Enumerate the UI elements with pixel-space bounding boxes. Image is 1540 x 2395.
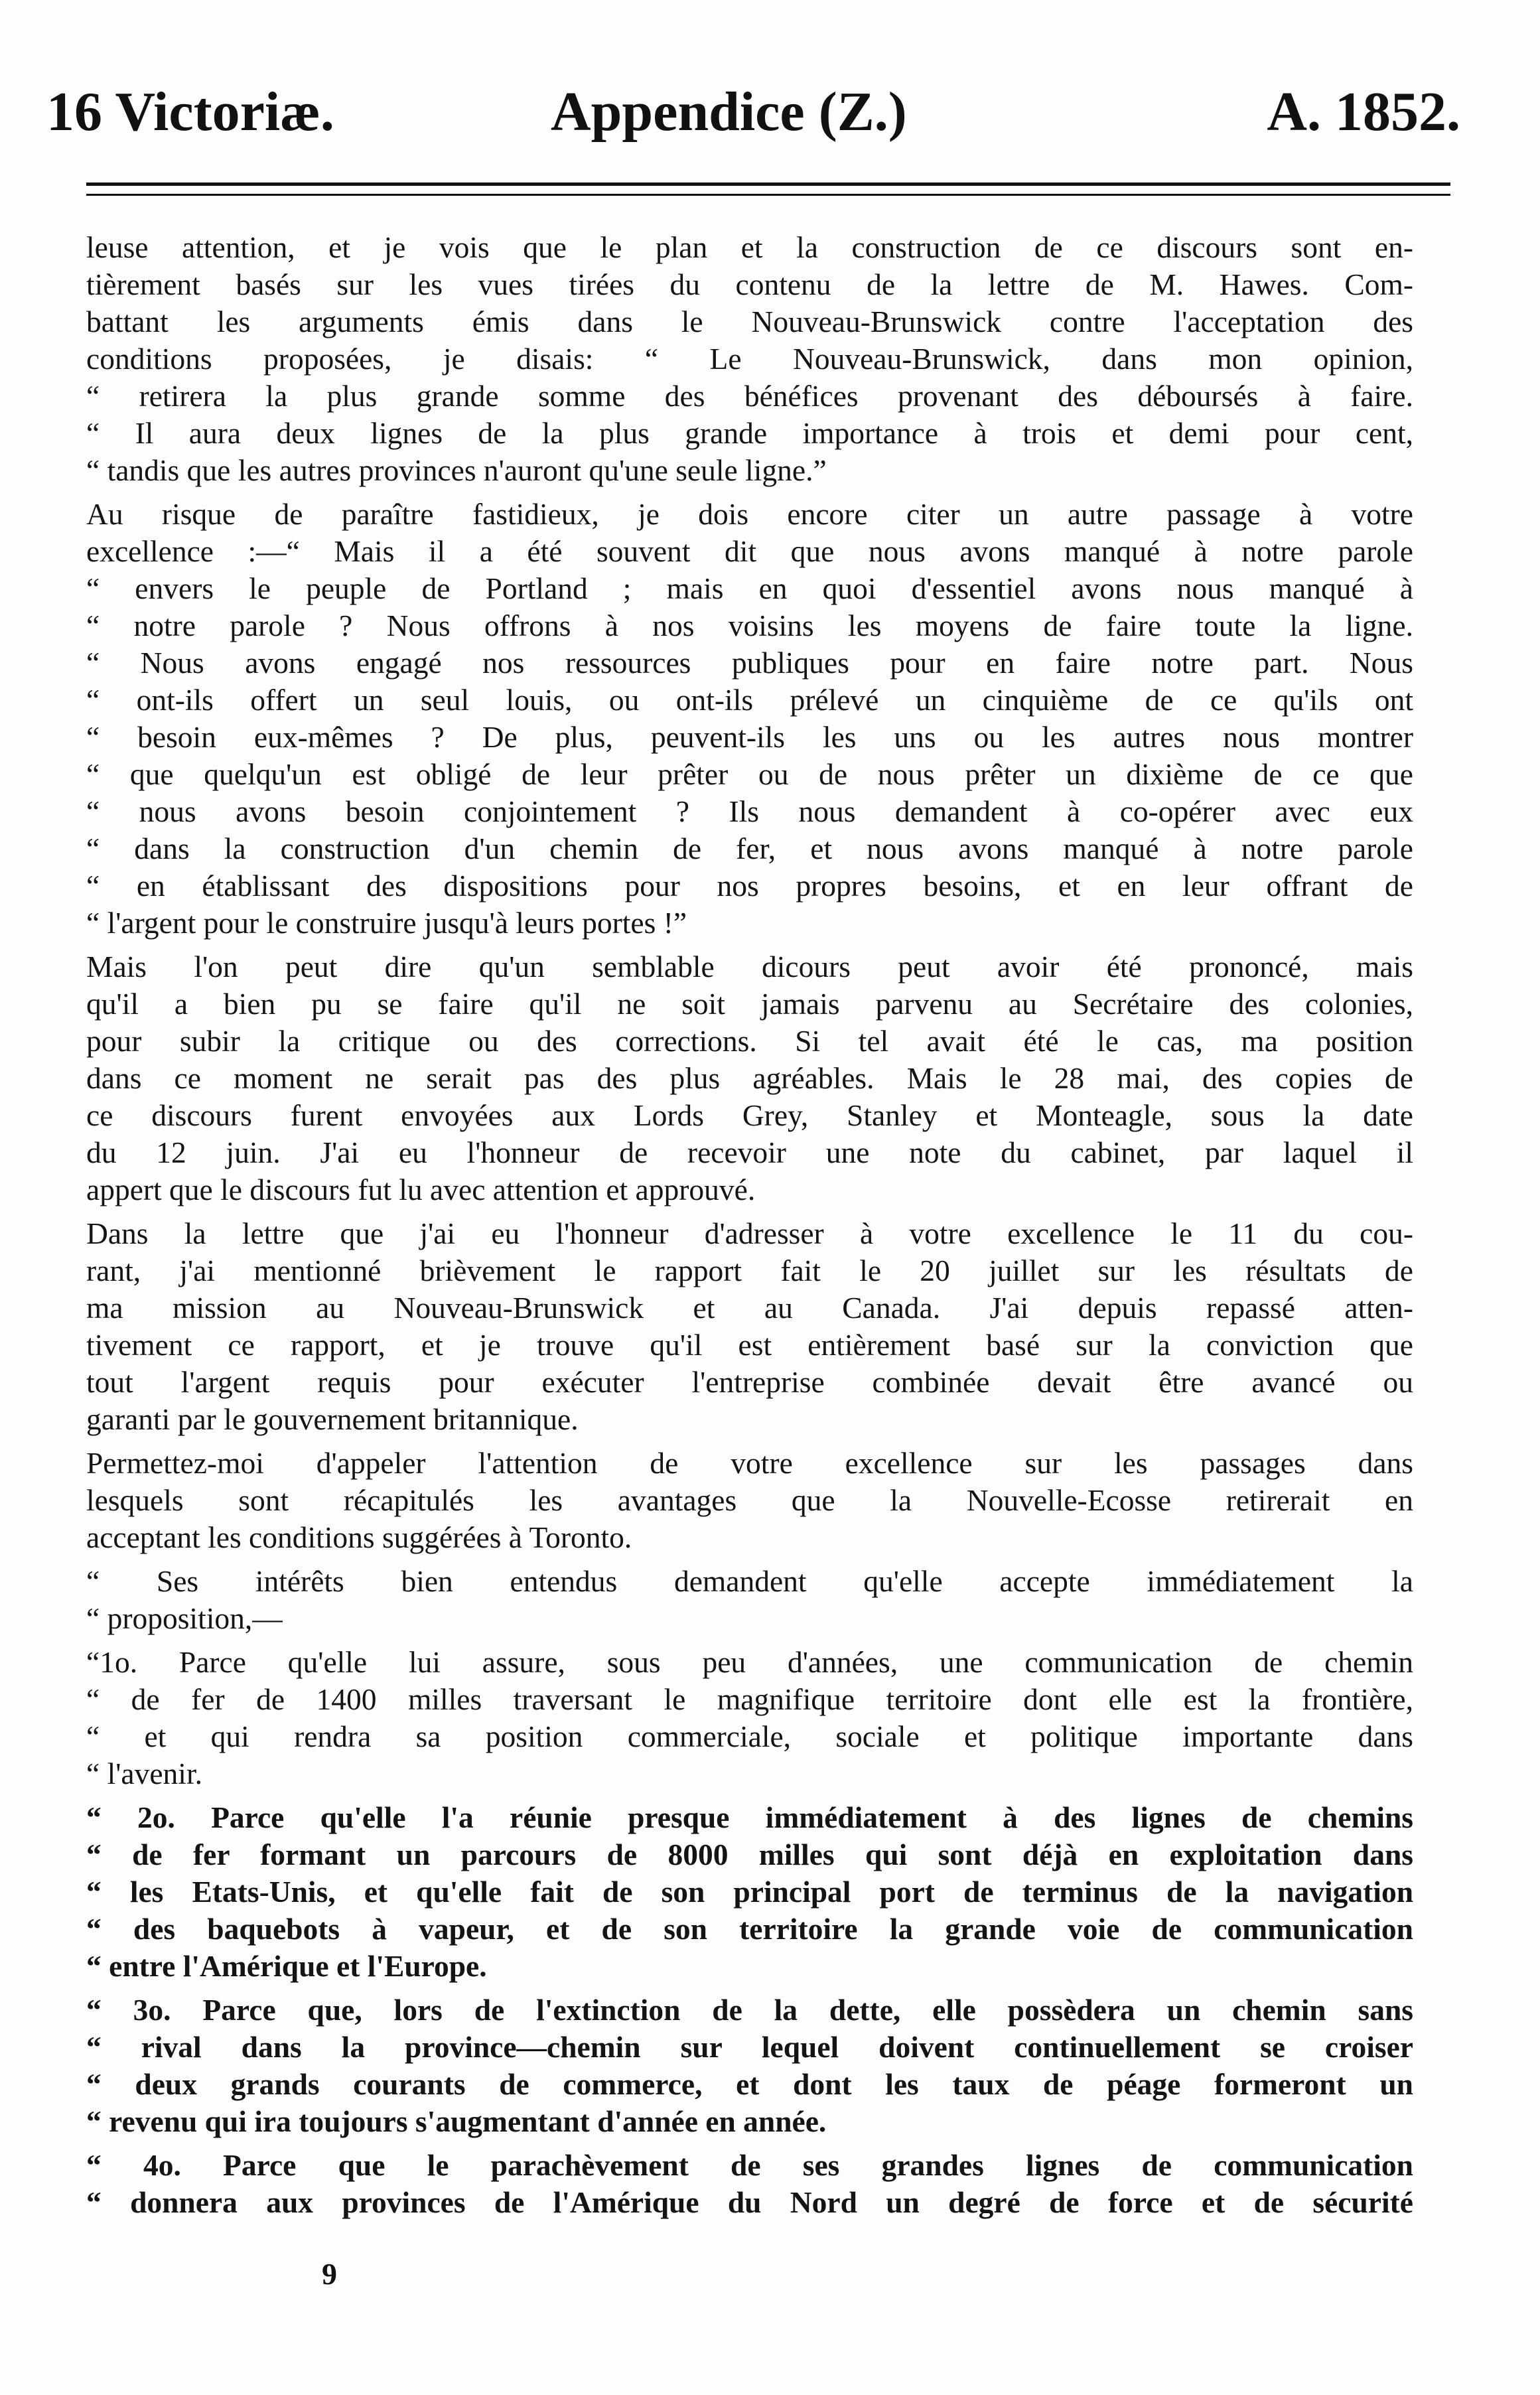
- text-line: “ Ses intérêts bien entendus demandent qu'elle accepte immédiatement la: [86, 1564, 1413, 1598]
- page-number: 9: [322, 2257, 337, 2291]
- text-line: “ envers le peuple de Portland ; mais en quoi d'essentiel avons nous manqué à: [86, 571, 1413, 605]
- text-line: “ en établissant des dispositions pour nos propres besoins, et en leur offrant de: [86, 869, 1413, 903]
- text-line: qu'il a bien pu se faire qu'il ne soit jamais parvenu au Secrétaire des colonies,: [86, 987, 1413, 1021]
- text-line: “ donnera aux provinces de l'Amérique du Nord un degré de force et de sécurité: [86, 2185, 1413, 2219]
- text-line: “ notre parole ? Nous offrons à nos voisins les moyens de faire toute la ligne.: [86, 609, 1413, 642]
- text-line: “ Il aura deux lignes de la plus grande importance à trois et demi pour cent,: [86, 416, 1413, 450]
- text-line: “ des baquebots à vapeur, et de son territoire la grande voie de communication: [86, 1912, 1413, 1946]
- text-line: tièrement basés sur les vues tirées du contenu de la lettre de M. Hawes. Com-: [86, 267, 1413, 301]
- text-line: “ de fer de 1400 milles traversant le magnifique territoire dont elle est la frontière,: [86, 1682, 1413, 1716]
- header-regnal-year: 16 Victoriæ.: [46, 81, 334, 143]
- text-line: “ que quelqu'un est obligé de leur prêter ou de nous prêter un dixième de ce que: [86, 757, 1413, 791]
- text-line: “ proposition,—: [86, 1601, 283, 1635]
- text-line: conditions proposées, je disais: “ Le Nouveau-Brunswick, dans mon opinion,: [86, 342, 1413, 376]
- text-line: “ de fer formant un parcours de 8000 milles qui sont déjà en exploitation dans: [86, 1838, 1413, 1871]
- text-line: du 12 juin. J'ai eu l'honneur de recevoir une note du cabinet, par laquel il: [86, 1135, 1413, 1169]
- page-header: [46, 80, 1460, 153]
- text-line: “ 2o. Parce qu'elle l'a réunie presque immédiatement à des lignes de chemins: [86, 1800, 1413, 1834]
- header-rule-thick: [86, 182, 1450, 186]
- text-line: “ Nous avons engagé nos ressources publiques pour en faire notre part. Nous: [86, 646, 1413, 680]
- text-line: Dans la lettre que j'ai eu l'honneur d'adresser à votre excellence le 11 du cou-: [86, 1216, 1413, 1250]
- text-line: “ rival dans la province—chemin sur lequel doivent continuellement se croiser: [86, 2030, 1413, 2064]
- body-text: [86, 229, 1413, 2221]
- text-line: pour subir la critique ou des corrections. Si tel avait été le cas, ma position: [86, 1024, 1413, 1058]
- text-line: Au risque de paraître fastidieux, je dois encore citer un autre passage à votre: [86, 497, 1413, 531]
- text-line: “ nous avons besoin conjointement ? Ils nous demandent à co-opérer avec eux: [86, 794, 1413, 828]
- text-line: “ revenu qui ira toujours s'augmentant d'année en année.: [86, 2104, 827, 2138]
- text-line: lesquels sont récapitulés les avantages que la Nouvelle-Ecosse retirerait en: [86, 1483, 1413, 1517]
- header-rule-thin: [86, 194, 1450, 196]
- header-year: A. 1852.: [1267, 81, 1460, 143]
- text-line: Mais l'on peut dire qu'un semblable dicours peut avoir été prononcé, mais: [86, 950, 1413, 983]
- text-line: garanti par le gouvernement britannique.: [86, 1402, 579, 1436]
- header-appendix-title: Appendice (Z.): [551, 81, 907, 143]
- text-line: “ 3o. Parce que, lors de l'extinction de la dette, elle possèdera un chemin sans: [86, 1993, 1413, 2027]
- text-line: “ besoin eux-mêmes ? De plus, peuvent-ils les uns ou les autres nous montrer: [86, 720, 1413, 754]
- text-line: “ l'argent pour le construire jusqu'à leurs portes !”: [86, 906, 687, 940]
- text-line: “ entre l'Amérique et l'Europe.: [86, 1949, 487, 1983]
- text-line: ma mission au Nouveau-Brunswick et au Canada. J'ai depuis repassé atten-: [86, 1291, 1413, 1325]
- text-line: ce discours furent envoyées aux Lords Grey, Stanley et Monteagle, sous la date: [86, 1098, 1413, 1132]
- text-line: “ ont-ils offert un seul louis, ou ont-ils prélevé un cinquième de ce qu'ils ont: [86, 683, 1413, 717]
- text-line: “ 4o. Parce que le parachèvement de ses grandes lignes de communication: [86, 2148, 1413, 2182]
- text-line: “ retirera la plus grande somme des bénéfices provenant des déboursés à faire.: [86, 379, 1413, 413]
- text-line: “ les Etats-Unis, et qu'elle fait de son principal port de terminus de la navigation: [86, 1875, 1413, 1909]
- text-line: rant, j'ai mentionné brièvement le rapport fait le 20 juillet sur les résultats de: [86, 1254, 1413, 1287]
- text-line: “ deux grands courants de commerce, et dont les taux de péage formeront un: [86, 2067, 1413, 2101]
- text-line: leuse attention, et je vois que le plan et la construction de ce discours sont en-: [86, 230, 1413, 264]
- text-line: “ dans la construction d'un chemin de fer, et nous avons manqué à notre parole: [86, 832, 1413, 865]
- text-line: acceptant les conditions suggérées à Toronto.: [86, 1520, 632, 1554]
- text-line: “1o. Parce qu'elle lui assure, sous peu d'années, une communication de chemin: [86, 1645, 1413, 1679]
- text-line: tout l'argent requis pour exécuter l'entreprise combinée devait être avancé ou: [86, 1365, 1413, 1399]
- text-line: appert que le discours fut lu avec attention et approuvé.: [86, 1173, 756, 1206]
- text-line: “ et qui rendra sa position commerciale, sociale et politique importante dans: [86, 1719, 1413, 1753]
- text-line: “ l'avenir.: [86, 1757, 202, 1790]
- text-line: dans ce moment ne serait pas des plus agréables. Mais le 28 mai, des copies de: [86, 1061, 1413, 1095]
- text-line: “ tandis que les autres provinces n'auront qu'une seule ligne.”: [86, 453, 827, 487]
- text-line: tivement ce rapport, et je trouve qu'il est entièrement basé sur la conviction que: [86, 1328, 1413, 1362]
- text-line: excellence :—“ Mais il a été souvent dit que nous avons manqué à notre parole: [86, 534, 1413, 568]
- text-line: battant les arguments émis dans le Nouveau-Brunswick contre l'acceptation des: [86, 305, 1413, 338]
- text-line: Permettez-moi d'appeler l'attention de votre excellence sur les passages dans: [86, 1446, 1413, 1480]
